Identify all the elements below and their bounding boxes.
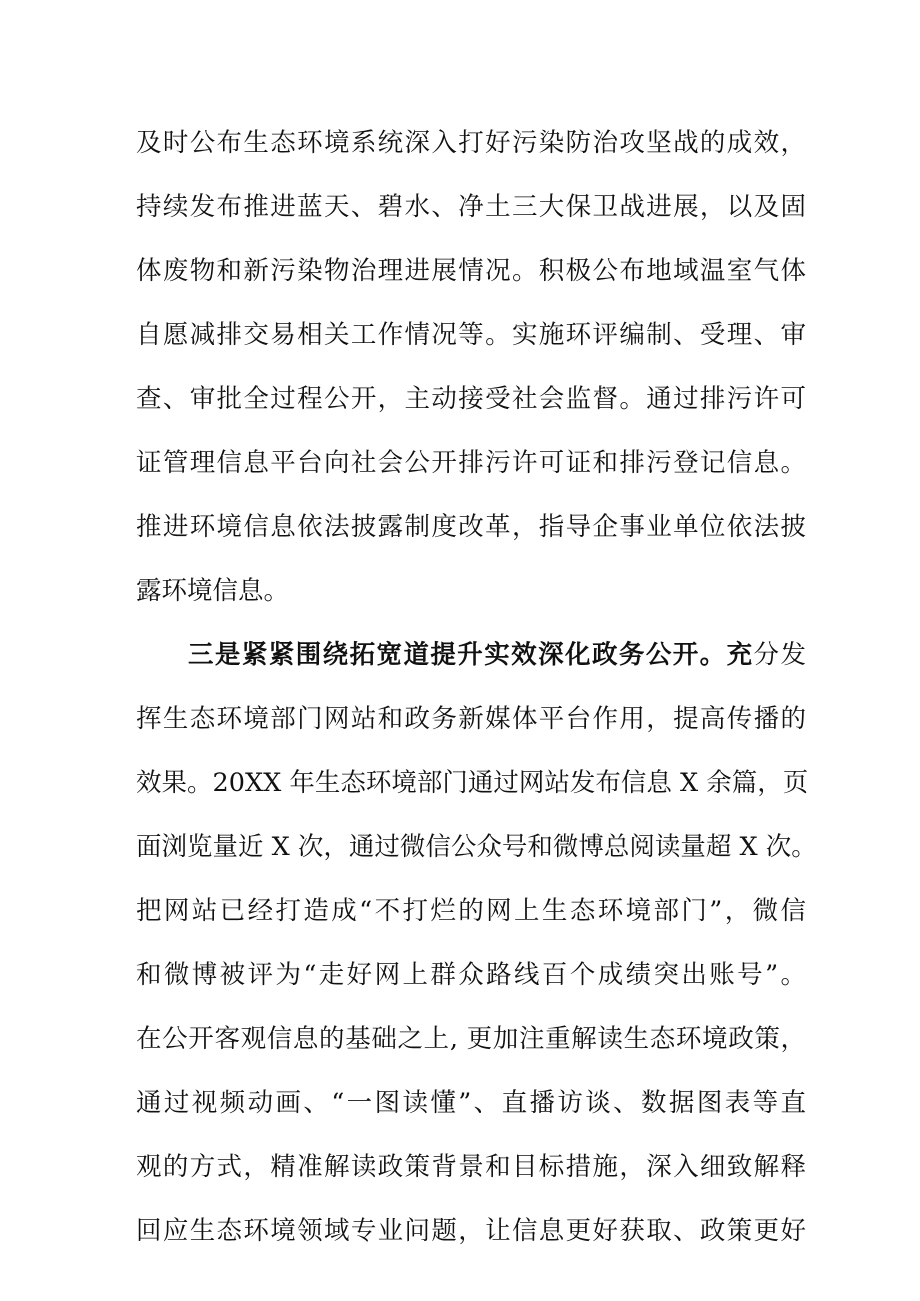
paragraph-1-line-4: 自愿减排交易相关工作情况等。实施环评编制、受理、审 (136, 320, 806, 350)
paragraph-2-line-9: 观的方式，精准解读政策背景和目标措施，深入细致解释 (136, 1152, 806, 1182)
paragraph-2-line-7: 在公开客观信息的基础之上, 更加注重解读生态环境政策， (136, 1024, 806, 1054)
paragraph-1-line-3: 体废物和新污染物治理进展情况。积极公布地域温室气体 (136, 256, 806, 286)
paragraph-2-heading: 三是紧紧围绕拓宽道提升实效深化政务公开。充 (188, 640, 754, 670)
paragraph-1-line-1: 及时公布生态环境系统深入打好污染防治攻坚战的成效， (136, 128, 806, 158)
paragraph-1-line-6: 证管理信息平台向社会公开排污许可证和排污登记信息。 (136, 448, 806, 478)
paragraph-2-line-5: 把网站已经打造成“不打烂的网上生态环境部门”，微信 (136, 896, 806, 926)
paragraph-2-line-10: 回应生态环境领域专业问题，让信息更好获取、政策更好 (136, 1216, 806, 1246)
paragraph-2-line-2: 挥生态环境部门网站和政务新媒体平台作用，提高传播的 (136, 704, 806, 734)
paragraph-1-line-5: 查、审批全过程公开，主动接受社会监督。通过排污许可 (136, 384, 806, 414)
paragraph-1-line-2: 持续发布推进蓝天、碧水、净土三大保卫战进展，以及固 (136, 192, 806, 222)
paragraph-2-line-1 (188, 633, 806, 677)
paragraph-1-line-7: 推进环境信息依法披露制度改革，指导企事业单位依法披 (136, 512, 806, 542)
paragraph-2-line-3: 效果。20XX 年生态环境部门通过网站发布信息 X 余篇，页 (136, 768, 809, 798)
paragraph-2-first-line-rest: 分发 (753, 640, 806, 670)
paragraph-2-line-4: 面浏览量近 X 次，通过微信公众号和微博总阅读量超 X 次。 (136, 832, 817, 862)
paragraph-2-line-6: 和微博被评为“走好网上群众路线百个成绩突出账号”。 (136, 960, 806, 990)
paragraph-1-line-8: 露环境信息。 (136, 576, 290, 606)
paragraph-2-line-8: 通过视频动画、“一图读懂”、直播访谈、数据图表等直 (136, 1088, 806, 1118)
